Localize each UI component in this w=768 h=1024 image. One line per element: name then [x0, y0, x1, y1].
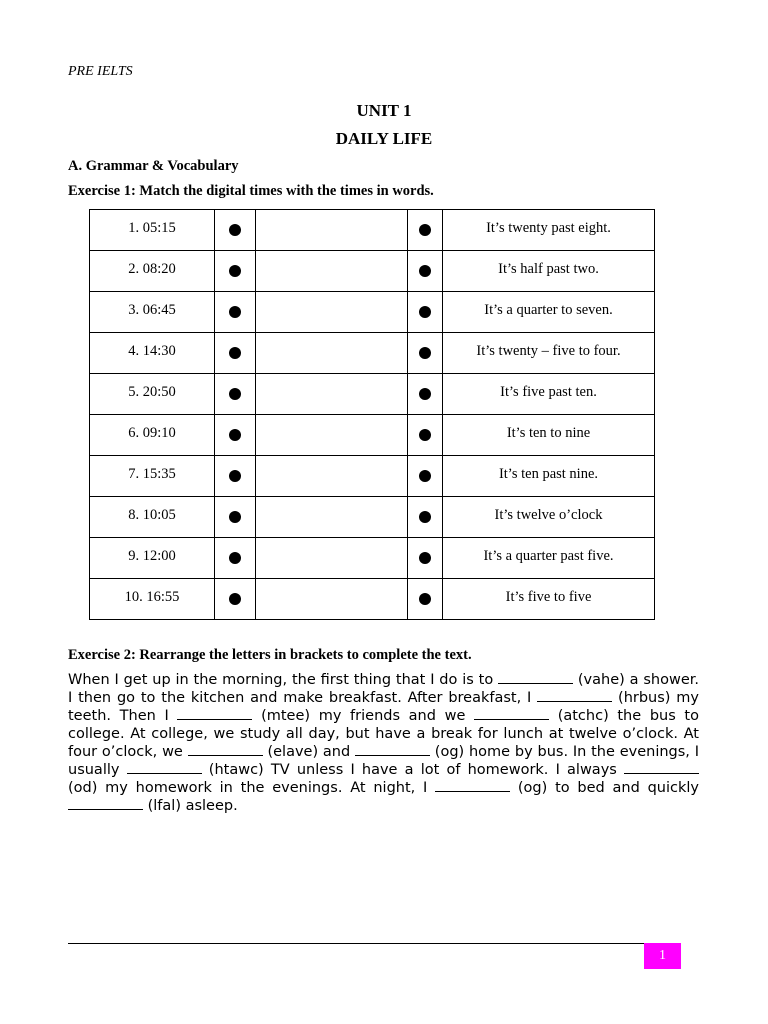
right-dot-cell	[408, 497, 443, 538]
table-row	[90, 579, 655, 620]
bullet-dot-icon[interactable]	[419, 224, 431, 236]
time-cell	[90, 415, 215, 456]
words-cell	[443, 579, 655, 620]
time-cell	[90, 210, 215, 251]
matching-space	[256, 538, 408, 579]
footer-divider	[68, 943, 680, 944]
exercise2-paragraph	[68, 671, 699, 815]
digital-time: 6. 09:10	[128, 424, 176, 441]
bullet-dot-icon[interactable]	[419, 306, 431, 318]
words-cell	[443, 292, 655, 333]
exercise2-title: Exercise 2: Rearrange the letters in brackets to complete the text.	[68, 647, 472, 663]
digital-time: 9. 12:00	[128, 547, 176, 564]
bullet-dot-icon[interactable]	[419, 388, 431, 400]
page-number-badge: 1	[644, 943, 681, 969]
paragraph-text: (atchc) the bus to college. At college, we study all day, but have a break for lunch at twelve o’clock. At four o’clock, we	[68, 708, 699, 760]
digital-time: 3. 06:45	[128, 301, 176, 318]
table-row	[90, 210, 655, 251]
left-dot-cell	[215, 456, 256, 497]
words-cell	[443, 497, 655, 538]
paragraph-text: (mtee) my friends and we	[252, 708, 475, 724]
time-cell	[90, 251, 215, 292]
table-row	[90, 415, 655, 456]
time-in-words: It’s twenty – five to four.	[476, 342, 621, 359]
course-header: PRE IELTS	[68, 64, 133, 79]
right-dot-cell	[408, 251, 443, 292]
table-row	[90, 251, 655, 292]
bullet-dot-icon[interactable]	[229, 224, 241, 236]
fill-in-blank[interactable]	[435, 779, 510, 792]
paragraph-text: (od) my homework in the evenings. At night, I	[68, 780, 436, 796]
bullet-dot-icon[interactable]	[229, 347, 241, 359]
matching-table	[89, 209, 655, 620]
bullet-dot-icon[interactable]	[229, 470, 241, 482]
time-in-words: It’s five to five	[505, 588, 592, 605]
right-dot-cell	[408, 538, 443, 579]
digital-time: 4. 14:30	[128, 342, 176, 359]
time-in-words: It’s twelve o’clock	[494, 506, 603, 523]
paragraph-text: (hrbus) my teeth. Then I	[68, 690, 699, 724]
unit-number: UNIT 1	[356, 101, 412, 120]
digital-time: 10. 16:55	[124, 588, 180, 605]
fill-in-blank[interactable]	[537, 689, 612, 702]
paragraph-text: (lfal) asleep.	[143, 798, 238, 814]
paragraph-text: (elave) and	[262, 744, 355, 760]
bullet-dot-icon[interactable]	[229, 388, 241, 400]
fill-in-blank[interactable]	[498, 671, 573, 684]
digital-time: 7. 15:35	[128, 465, 176, 482]
bullet-dot-icon[interactable]	[229, 593, 241, 605]
bullet-dot-icon[interactable]	[419, 552, 431, 564]
matching-space	[256, 292, 408, 333]
paragraph-text: When I get up in the morning, the first thing that I do is to	[68, 672, 499, 688]
left-dot-cell	[215, 497, 256, 538]
bullet-dot-icon[interactable]	[419, 593, 431, 605]
fill-in-blank[interactable]	[68, 797, 143, 810]
table-row	[90, 538, 655, 579]
words-cell	[443, 251, 655, 292]
bullet-dot-icon[interactable]	[419, 429, 431, 441]
paragraph-text: (htawc) TV unless I have a lot of homework. I always	[201, 762, 624, 778]
fill-in-blank[interactable]	[127, 761, 202, 774]
left-dot-cell	[215, 210, 256, 251]
left-dot-cell	[215, 579, 256, 620]
left-dot-cell	[215, 415, 256, 456]
right-dot-cell	[408, 456, 443, 497]
left-dot-cell	[215, 251, 256, 292]
bullet-dot-icon[interactable]	[229, 306, 241, 318]
matching-space	[256, 374, 408, 415]
bullet-dot-icon[interactable]	[229, 265, 241, 277]
left-dot-cell	[215, 333, 256, 374]
words-cell	[443, 456, 655, 497]
time-in-words: It’s twenty past eight.	[486, 219, 611, 236]
right-dot-cell	[408, 333, 443, 374]
unit-title: DAILY LIFE	[335, 129, 433, 148]
digital-time: 2. 08:20	[128, 260, 176, 277]
paragraph-text: (vahe) a shower. I then go to the kitchen and make breakfast. After breakfast, I	[68, 672, 699, 706]
time-cell	[90, 292, 215, 333]
right-dot-cell	[408, 374, 443, 415]
time-in-words: It’s five past ten.	[500, 383, 597, 400]
paragraph-text: (og) home by bus. In the evenings, I usually	[68, 744, 699, 778]
left-dot-cell	[215, 538, 256, 579]
fill-in-blank[interactable]	[177, 707, 252, 720]
bullet-dot-icon[interactable]	[229, 552, 241, 564]
time-in-words: It’s half past two.	[498, 260, 599, 277]
table-row	[90, 333, 655, 374]
matching-space	[256, 333, 408, 374]
exercise1-title: Exercise 1: Match the digital times with the times in words.	[68, 183, 434, 199]
digital-time: 1. 05:15	[128, 219, 176, 236]
fill-in-blank[interactable]	[474, 707, 549, 720]
right-dot-cell	[408, 579, 443, 620]
words-cell	[443, 333, 655, 374]
words-cell	[443, 415, 655, 456]
matching-space	[256, 415, 408, 456]
words-cell	[443, 538, 655, 579]
digital-time: 5. 20:50	[128, 383, 176, 400]
table-row	[90, 374, 655, 415]
time-in-words: It’s ten past nine.	[498, 465, 599, 482]
bullet-dot-icon[interactable]	[229, 429, 241, 441]
table-row	[90, 497, 655, 538]
time-cell	[90, 333, 215, 374]
bullet-dot-icon[interactable]	[419, 347, 431, 359]
time-in-words: It’s a quarter past five.	[483, 547, 614, 564]
time-in-words: It’s ten to nine	[506, 424, 591, 441]
time-cell	[90, 374, 215, 415]
table-row	[90, 456, 655, 497]
bullet-dot-icon[interactable]	[419, 511, 431, 523]
fill-in-blank[interactable]	[624, 761, 699, 774]
matching-space	[256, 210, 408, 251]
right-dot-cell	[408, 210, 443, 251]
left-dot-cell	[215, 292, 256, 333]
matching-space	[256, 456, 408, 497]
time-in-words: It’s a quarter to seven.	[484, 301, 613, 318]
paragraph-text: (og) to bed and quickly	[510, 780, 699, 796]
bullet-dot-icon[interactable]	[229, 511, 241, 523]
words-cell	[443, 374, 655, 415]
fill-in-blank[interactable]	[355, 743, 430, 756]
bullet-dot-icon[interactable]	[419, 265, 431, 277]
time-cell	[90, 579, 215, 620]
table-row	[90, 292, 655, 333]
right-dot-cell	[408, 292, 443, 333]
time-cell	[90, 497, 215, 538]
fill-in-blank[interactable]	[188, 743, 263, 756]
matching-space	[256, 251, 408, 292]
section-a-heading: A. Grammar & Vocabulary	[68, 158, 239, 174]
digital-time: 8. 10:05	[128, 506, 176, 523]
words-cell	[443, 210, 655, 251]
time-cell	[90, 456, 215, 497]
right-dot-cell	[408, 415, 443, 456]
bullet-dot-icon[interactable]	[419, 470, 431, 482]
matching-space	[256, 497, 408, 538]
matching-space	[256, 579, 408, 620]
time-cell	[90, 538, 215, 579]
left-dot-cell	[215, 374, 256, 415]
